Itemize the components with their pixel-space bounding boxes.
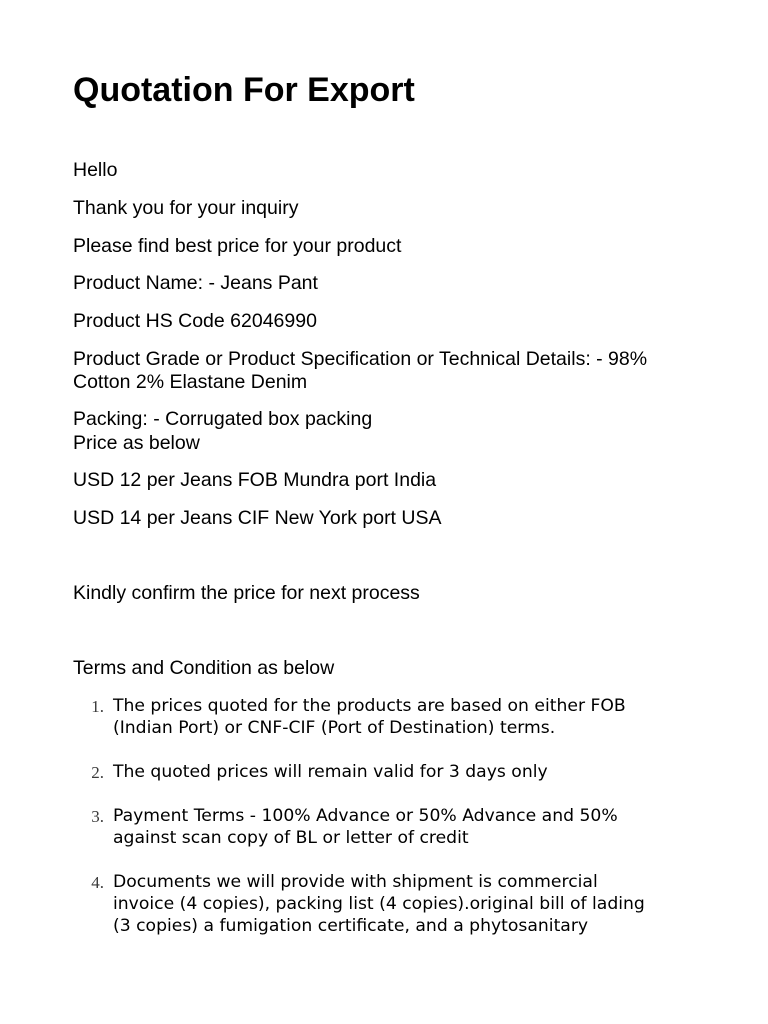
- term-number: 4.: [91, 873, 104, 892]
- term-number: 3.: [91, 807, 104, 826]
- term-number: 2.: [91, 763, 104, 782]
- term-text: The quoted prices will remain valid for 3 days only: [113, 762, 548, 782]
- intro-text: Please find best price for your product: [73, 235, 402, 257]
- grade-text-line-1: Product Grade or Product Specification or Technical Details: - 98%: [73, 348, 648, 370]
- greeting-text: Hello: [73, 159, 118, 181]
- hs-code-text: Product HS Code 62046990: [73, 310, 317, 332]
- price-cif-text: USD 14 per Jeans CIF New York port USA: [73, 507, 442, 529]
- confirm-text: Kindly confirm the price for next process: [73, 582, 420, 604]
- thanks-text: Thank you for your inquiry: [73, 197, 299, 219]
- term-text: The prices quoted for the products are based on either FOB (Indian Port) or CNF-CIF (Port of Destination) terms.: [113, 696, 626, 738]
- term-number: 1.: [91, 697, 104, 716]
- product-name-text: Product Name: - Jeans Pant: [73, 272, 318, 294]
- grade-text-line-2: Cotton 2% Elastane Denim: [73, 371, 308, 393]
- terms-heading: Terms and Condition as below: [73, 657, 335, 679]
- price-fob-text: USD 12 per Jeans FOB Mundra port India: [73, 469, 437, 491]
- term-text: Payment Terms - 100% Advance or 50% Advance and 50% against scan copy of BL or letter of credit: [113, 806, 618, 848]
- document-title: Quotation For Export: [73, 71, 415, 109]
- term-text: Documents we will provide with shipment is commercial invoice (4 copies), packing list (4 copies).original bill of lading (3 copies) a fumigation certificate, and a phytosanitary: [113, 872, 645, 936]
- packing-text: Packing: - Corrugated box packing: [73, 408, 373, 430]
- price-intro-text: Price as below: [73, 432, 200, 454]
